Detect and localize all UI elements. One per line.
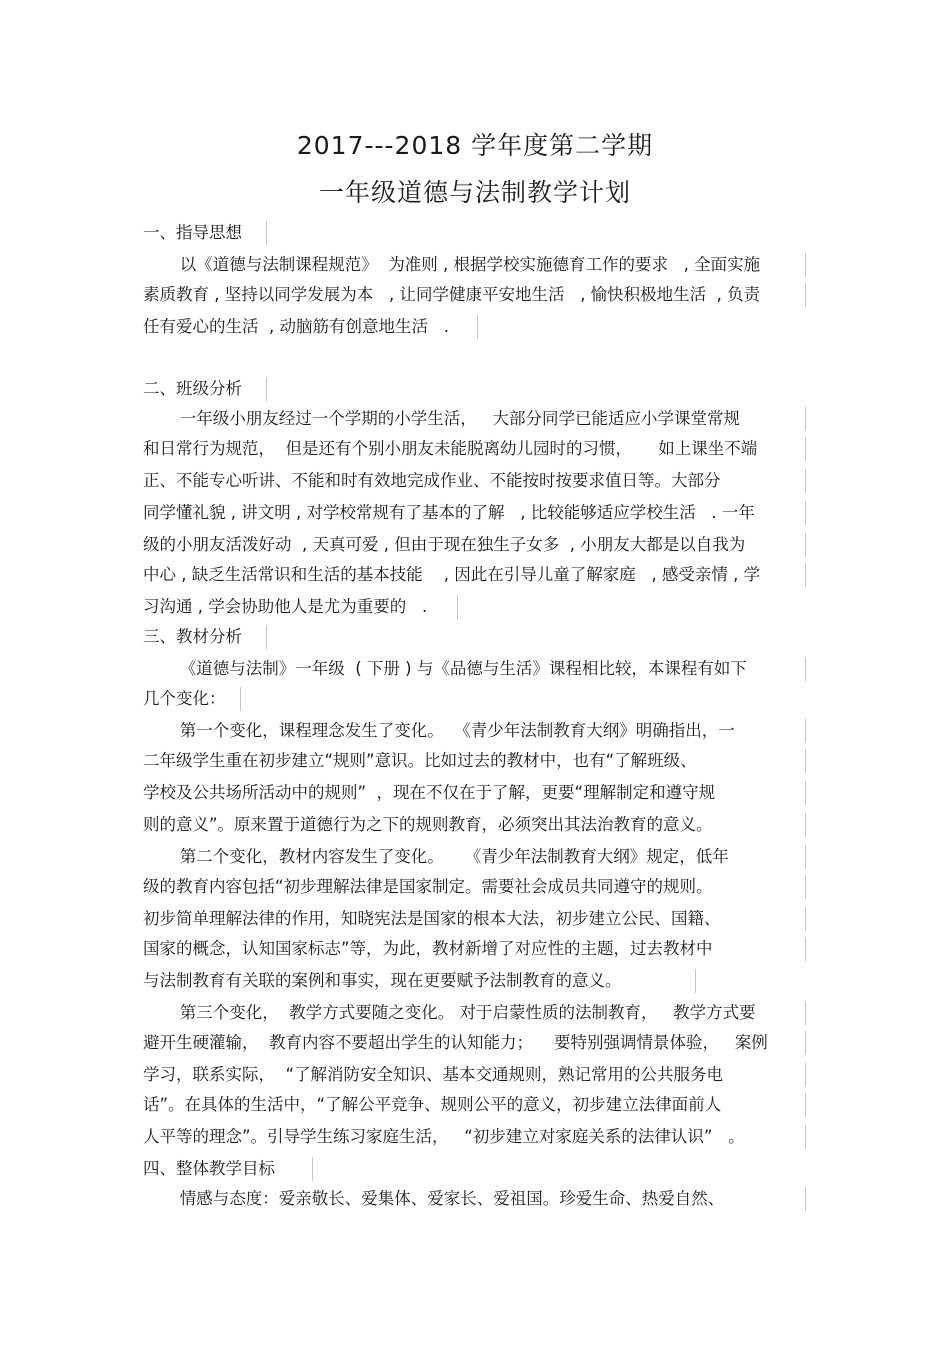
paragraph-line: 初步简单理解法律的作用，知晓宪法是国家的根本大法，初步建立公民、国籍、 bbox=[143, 909, 721, 928]
paragraph-line: 情感与态度：爱亲敬长、爱集体、爱家长、爱祖国。珍爱生命、热爱自然、 bbox=[143, 1189, 725, 1208]
text-box-edge bbox=[805, 937, 806, 961]
section-heading: 三、教材分析 bbox=[143, 627, 242, 646]
text-box-edge bbox=[805, 533, 806, 557]
paragraph-line: 则的意义”。原来置于道德行为之下的规则教育，必须突出其法治教育的意义。 bbox=[143, 815, 713, 834]
text-box-edge bbox=[805, 907, 806, 931]
paragraph-line: 级的小朋友活泼好动 , 天真可爱 , 但由于现在独生子女多 , 小朋友大都是以自我为 bbox=[143, 535, 746, 554]
text-box-edge bbox=[805, 1063, 806, 1087]
section-heading: 四、整体教学目标 bbox=[143, 1159, 275, 1178]
text-box-edge bbox=[805, 845, 806, 869]
text-box-edge bbox=[457, 595, 458, 619]
section-heading: 一、指导思想 bbox=[143, 223, 242, 242]
text-box-edge bbox=[695, 969, 696, 993]
text-box-edge bbox=[805, 1031, 806, 1055]
paragraph-line: 任有爱心的生活 , 动脑筋有创意地生活 . bbox=[143, 317, 449, 336]
paragraph-line: 学习，联系实际， “了解消防安全知识、基本交通规则，熟记常用的公共服务电 bbox=[143, 1065, 724, 1084]
text-box-edge bbox=[805, 875, 806, 899]
paragraph-line: 级的教育内容包括“初步理解法律是国家制定。需要社会成员共同遵守的规则。 bbox=[143, 877, 713, 896]
paragraph-line: 第二个变化，教材内容发生了变化。 《青少年法制教育大纲》规定，低年 bbox=[143, 847, 729, 866]
paragraph-line: 与法制教育有关联的案例和事实，现在更要赋予法制教育的意义。 bbox=[143, 971, 622, 990]
text-box-edge bbox=[805, 1001, 806, 1025]
paragraph-line: 二年级学生重在初步建立“规则”意识。比如过去的教材中，也有“了解班级、 bbox=[143, 751, 697, 770]
text-box-edge bbox=[805, 563, 806, 587]
paragraph-line: 素质教育 , 坚持以同学发展为本 , 让同学健康平安地生活 , 愉快积极地生活 , 负责 bbox=[143, 285, 761, 304]
text-box-edge bbox=[805, 1187, 806, 1211]
text-box-edge bbox=[805, 719, 806, 743]
text-box-edge bbox=[805, 501, 806, 525]
text-box-edge bbox=[266, 377, 267, 401]
paragraph-line: 一年级小朋友经过一个学期的小学生活， 大部分同学已能适应小学课堂常规 bbox=[143, 409, 740, 428]
text-box-edge bbox=[805, 1125, 806, 1149]
text-box-edge bbox=[805, 437, 806, 461]
paragraph-line: 中心 , 缺乏生活常识和生活的基本技能 , 因此在引导儿童了解家庭 , 感受亲情 , 学 bbox=[143, 565, 761, 584]
paragraph-line: 学校及公共场所活动中的规则” ，现在不仅在于了解，更要“理解制定和遵守规 bbox=[143, 783, 716, 802]
text-box-edge bbox=[805, 781, 806, 805]
paragraph-line: 几个变化： bbox=[143, 689, 226, 708]
paragraph-line: 第一个变化，课程理念发生了变化。 《青少年法制教育大纲》明确指出，一 bbox=[143, 721, 735, 740]
paragraph-line: 话”。在具体的生活中，“了解公平竞争、规则公平的意义，初步建立法律面前人 bbox=[143, 1095, 722, 1114]
paragraph-line: 国家的概念，认知国家标志”等，为此，教材新增了对应性的主题，过去教材中 bbox=[143, 939, 713, 958]
paragraph-line: 避开生硬灌输， 教育内容不要超出学生的认知能力； 要特别强调情景体验， 案例 bbox=[143, 1033, 768, 1052]
text-box-edge bbox=[805, 657, 806, 681]
text-box-edge bbox=[266, 221, 267, 245]
text-box-edge bbox=[805, 469, 806, 493]
paragraph-line: 习沟通 , 学会协助他人是尤为重要的 . bbox=[143, 597, 428, 616]
text-box-edge bbox=[805, 1093, 806, 1117]
paragraph-line: 同学懂礼貌 , 讲文明 , 对学校常规有了基本的了解 , 比较能够适应学校生活 . 一年 bbox=[143, 503, 755, 522]
text-box-edge bbox=[805, 283, 806, 307]
paragraph-line: 人平等的理念”。引导学生练习家庭生活， “初步建立对家庭关系的法律认识” 。 bbox=[143, 1127, 745, 1146]
doc-title-main: 一年级道德与法制教学计划 bbox=[318, 178, 631, 207]
text-box-edge bbox=[805, 407, 806, 431]
section-heading: 二、班级分析 bbox=[143, 379, 242, 398]
paragraph-line: 以《道德与法制课程规范》 为准则 , 根据学校实施德育工作的要求 , 全面实施 bbox=[143, 255, 761, 274]
paragraph-line: 《道德与法制》一年级 ( 下册 ) 与《品德与生活》课程相比较，本课程有如下 bbox=[143, 659, 747, 678]
paragraph-line: 第三个变化， 教学方式要随之变化。 对于启蒙性质的法制教育， 教学方式要 bbox=[143, 1003, 756, 1022]
doc-title-year: 2017---2018 学年度第二学期 bbox=[296, 131, 654, 160]
text-box-edge bbox=[805, 813, 806, 837]
text-box-edge bbox=[312, 1157, 313, 1181]
paragraph-line: 和日常行为规范， 但是还有个别小朋友未能脱离幼儿园时的习惯， 如上课坐不端 bbox=[143, 439, 758, 458]
text-box-edge bbox=[477, 315, 478, 339]
text-box-edge bbox=[266, 625, 267, 649]
text-box-edge bbox=[805, 253, 806, 277]
paragraph-line: 正、不能专心听讲、不能和时有效地完成作业、不能按时按要求值日等。大部分 bbox=[143, 471, 721, 490]
text-box-edge bbox=[240, 687, 241, 711]
text-box-edge bbox=[805, 749, 806, 773]
